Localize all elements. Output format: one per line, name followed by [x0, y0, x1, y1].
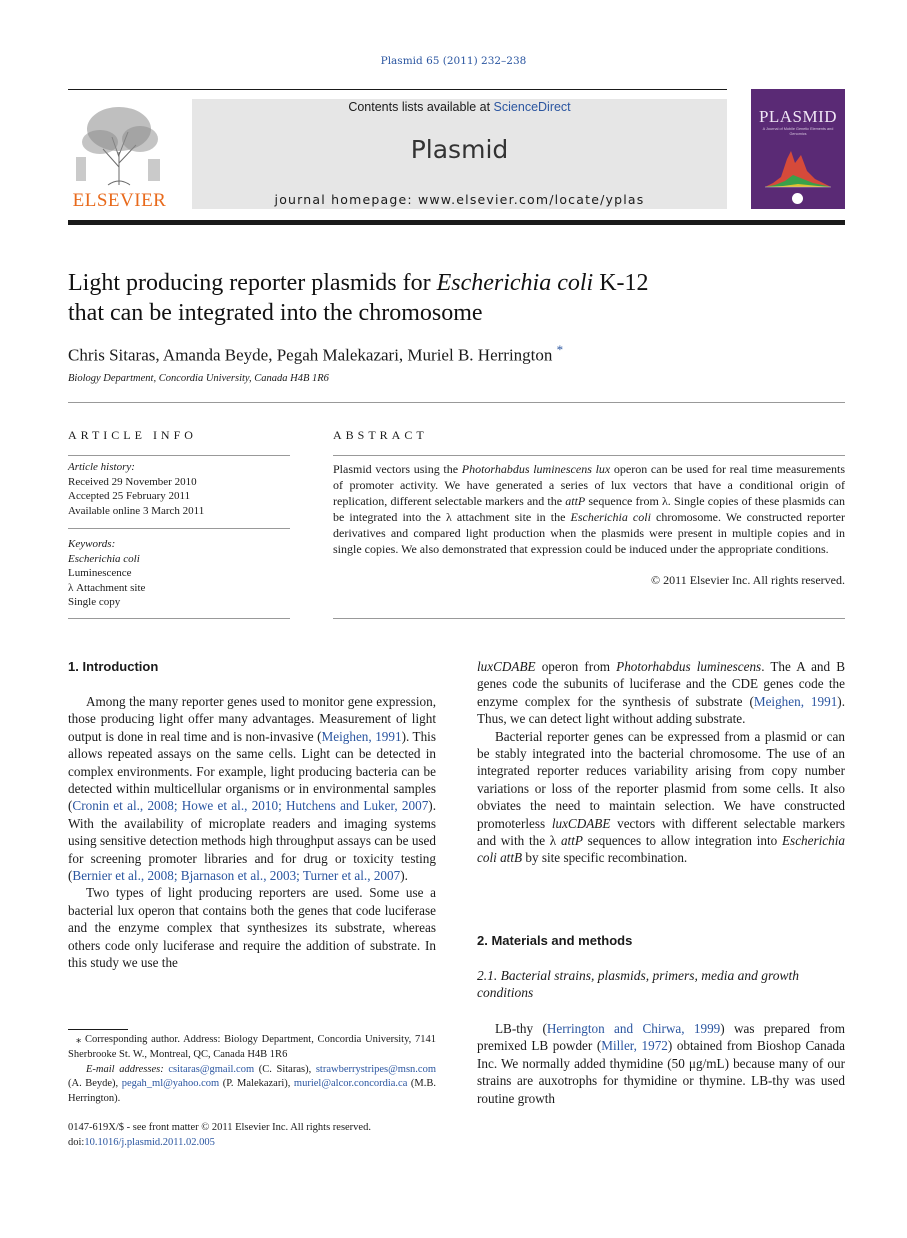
- divider: [333, 618, 845, 619]
- authors-names: Chris Sitaras, Amanda Beyde, Pegah Malekazari, Muriel B. Herrington: [68, 345, 553, 365]
- body-right-column: [477, 658, 845, 867]
- abstract-copyright: © 2011 Elsevier Inc. All rights reserved.: [651, 573, 845, 587]
- body-left-column: [68, 693, 436, 972]
- front-matter: [68, 1121, 468, 1151]
- footnote-rule: [68, 1029, 128, 1030]
- email-link[interactable]: csitaras@gmail.com: [168, 1063, 255, 1075]
- email-link[interactable]: muriel@alcor.concordia.ca: [293, 1078, 408, 1090]
- abstract-heading: ABSTRACT: [333, 428, 428, 442]
- section-heading-introduction: 1. Introduction: [68, 659, 159, 674]
- corresponding-author-note: ⁎ Corresponding author. Address: Biology Department, Concordia University, 7141 Sherbrooke St. W., Montreal, QC, Canada H4B 1R6: [68, 1034, 436, 1060]
- issn-line: 0147-619X/$ - see front matter © 2011 Elsevier Inc. All rights reserved.: [68, 1122, 371, 1133]
- paragraph: luxCDABE operon from Photorhabdus luminescens. The A and B genes code the subunits of luciferase and the CDE genes code the enzyme complex for the synthesis of substrate (Meighen, 1991). Thus, we can detect light without adding substrate.: [477, 659, 846, 727]
- journal-title: Plasmid: [410, 135, 509, 164]
- author-list: [68, 342, 828, 366]
- email-link[interactable]: strawberrystripes@msn.com: [315, 1063, 437, 1075]
- header-rule: [68, 89, 727, 90]
- citation-link[interactable]: Meighen, 1991: [753, 693, 838, 709]
- keywords-label: Keywords:: [68, 538, 116, 550]
- body-right-column-continued: [477, 1020, 845, 1107]
- footnotes: [68, 1033, 436, 1107]
- paragraph: Among the many reporter genes used to monitor gene expression, those producing light offer many advantages. Measurement of light output is done in real time and is non-invasive (Meighen, 1991). This allows repeated assays on the same cells. Light can be detected in complex environments. For example, light producing bacteria can be detected within multicellular organisms or in environmental samples (Cronin et al., 2008; Howe et al., 2010; Hutchens and Luker, 2007). With the availability of microplate readers and imaging systems using sensitive detection methods high throughput assays can be used for screening promoter libraries and for drug or toxicity testing (Bernier et al., 2008; Bjarnason et al., 2003; Turner et al., 2007).: [68, 694, 436, 884]
- article-title: [68, 268, 768, 328]
- cover-publisher-mark-icon: [792, 193, 803, 204]
- affiliation: Biology Department, Concordia University, Canada H4B 1R6: [68, 373, 329, 384]
- keyword-item: Escherichia coli: [68, 552, 140, 565]
- cover-title: PLASMID: [758, 107, 838, 126]
- cover-chart-graphic: [763, 141, 833, 191]
- divider: [333, 455, 845, 456]
- citation-link[interactable]: Cronin et al., 2008; Howe et al., 2010; Hutchens and Luker, 2007: [72, 798, 429, 814]
- accepted-date: Accepted 25 February 2011: [68, 490, 191, 502]
- contents-availability: [192, 100, 727, 114]
- title-part-1: Light producing reporter plasmids for: [68, 270, 437, 296]
- divider: [68, 618, 290, 619]
- paragraph: Two types of light producing reporters are used. Some use a bacterial lux operon that contains both the genes that code luciferase and the enzyme complex that synthesizes its substrate, whereas others code only luciferase and require the addition of substrate. In this study we use the: [68, 885, 436, 971]
- divider: [68, 402, 845, 403]
- keywords: [68, 537, 290, 610]
- sciencedirect-link[interactable]: ScienceDirect: [493, 100, 571, 114]
- email-link[interactable]: pegah_ml@yahoo.com: [121, 1078, 220, 1090]
- homepage-prefix: journal homepage:: [274, 192, 418, 207]
- title-line-2: that can be integrated into the chromosome: [68, 300, 483, 326]
- citation-link[interactable]: Bernier et al., 2008; Bjarnason et al., 2003; Turner et al., 2007: [72, 868, 401, 884]
- journal-reference[interactable]: Plasmid 65 (2011) 232–238: [380, 55, 527, 67]
- article-history: [68, 460, 290, 518]
- citation-link[interactable]: Miller, 1972: [601, 1038, 668, 1054]
- received-date: Received 29 November 2010: [68, 475, 197, 488]
- divider: [68, 528, 290, 529]
- history-label: Article history:: [68, 461, 135, 473]
- homepage-url[interactable]: www.elsevier.com/locate/yplas: [417, 192, 645, 207]
- keyword-item: Luminescence: [68, 567, 132, 579]
- contents-prefix: Contents lists available at: [348, 100, 494, 114]
- title-organism: Escherichia coli: [436, 270, 594, 296]
- subsection-heading: 2.1. Bacterial strains, plasmids, primers, media and growth conditions: [477, 968, 800, 1000]
- article-info-heading: ARTICLE INFO: [68, 428, 197, 442]
- keyword-item: Single copy: [68, 596, 121, 608]
- cover-subtitle: A Journal of Mobile Genetic Elements and Genomics: [762, 127, 834, 136]
- citation-link[interactable]: Meighen, 1991: [321, 728, 402, 744]
- corresponding-author-mark[interactable]: *: [556, 342, 564, 357]
- paragraph: LB-thy (Herrington and Chirwa, 1999) was prepared from premixed LB powder (Miller, 1972) obtained from Bioshop Canada Inc. We normally added thymidine (50 μg/mL) because many of our strains are auxotrophs for thymidine or thymine. LB-thy was used routine growth: [477, 1021, 846, 1106]
- abstract-body: Plasmid vectors using the Photorhabdus luminescens lux operon can be used for real time measurements of promoter activity. We have generated a series of lux vectors that have a conditional origin of replication, different selectable markers and the attP sequence from λ. Single copies of these plasmids can be integrated into the λ attachment site in the Escherichia coli chromosome. We constructed reporter derivatives and compared light production when the plasmids were present in multiple copies and in single copies. We also demonstrated that expression could be induced under the appropriate conditions.: [333, 462, 846, 556]
- email-addresses: E-mail addresses: csitaras@gmail.com (C. Sitaras), strawberrystripes@msn.com (A. Beyde), pegah_ml@yahoo.com (P. Malekazari), muriel@alcor.concordia.ca (M.B. Herrington).: [68, 1063, 437, 1105]
- title-part-2: K-12: [593, 270, 649, 296]
- publisher-wordmark: ELSEVIER: [72, 190, 167, 211]
- journal-cover[interactable]: [751, 89, 845, 209]
- keyword-item: λ Attachment site: [68, 581, 146, 594]
- section-heading-methods: 2. Materials and methods: [477, 933, 633, 948]
- citation-link[interactable]: Herrington and Chirwa, 1999: [546, 1021, 721, 1036]
- journal-homepage: [192, 192, 727, 207]
- paragraph: Bacterial reporter genes can be expressed from a plasmid or can be stably integrated into the bacterial chromosome. The use of an integrated reporter reduces variability arising from copy number variations or loss of the reporter plasmid from some cells. It also obviates the need to maintain selection. We have constructed promoterless luxCDABE vectors with different selectable markers and with the λ attP sequences to allow integration into Escherichia coli attB by site specific recombination.: [477, 728, 845, 866]
- doi-line: doi:10.1016/j.plasmid.2011.02.005: [68, 1136, 215, 1148]
- online-date: Available online 3 March 2011: [68, 504, 205, 517]
- divider: [68, 455, 290, 456]
- header-thick-rule: [68, 220, 845, 225]
- doi-link[interactable]: 10.1016/j.plasmid.2011.02.005: [84, 1136, 215, 1148]
